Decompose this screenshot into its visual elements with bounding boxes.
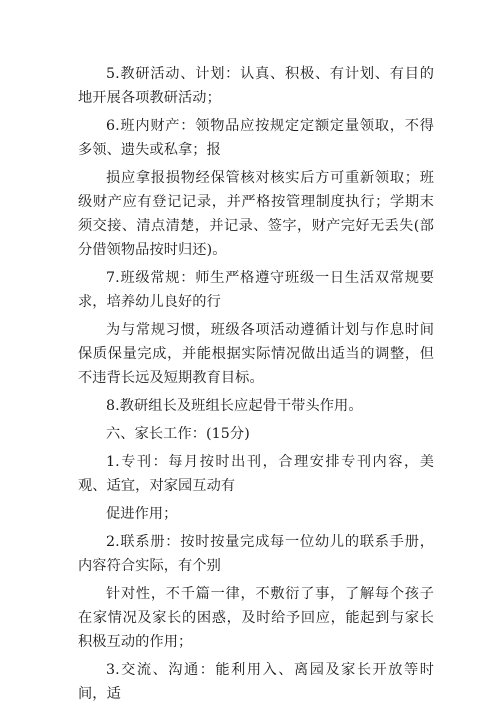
paragraph-class-property: 6.班内财产：领物品应按规定定额定量领取，不得多领、遗失或私拿；报 bbox=[78, 118, 434, 158]
paragraph-special-issue: 1.专刊：每月按时出刊，合理安排专刊内容，美观、适宜，对家园互动有 bbox=[78, 454, 434, 494]
paragraph-class-routine: 7.班级常规：师生严格遵守班级一日生活双常规要求，培养幼儿良好的行 bbox=[78, 270, 434, 310]
paragraph-routine-habits: 为与常规习惯，班级各项活动遵循计划与作息时间保质保量完成，并能根据实际情况做出适当的调整，但不违背长远及短期教育目标。 bbox=[78, 322, 434, 386]
paragraph-contact-book: 2.联系册：按时按量完成每一位幼儿的联系手册，内容符合实际，有个别 bbox=[78, 534, 434, 574]
section-heading-parent-work: 六、家长工作：(15分) bbox=[106, 426, 250, 442]
document-body bbox=[78, 62, 434, 710]
paragraph-teaching-research: 5.教研活动、计划：认真、积极、有计划、有目的地开展各项教研活动； bbox=[78, 66, 434, 106]
paragraph-group-leaders: 8.教研组长及班组长应起骨干带头作用。 bbox=[106, 398, 363, 414]
paragraph-targeted: 针对性，不千篇一律，不敷衍了事，了解每个孩子在家情况及家长的困惑，及时给予回应，能起到与家长积极互动的作用； bbox=[78, 586, 434, 650]
paragraph-communication: 3.交流、沟通：能利用入、离园及家长开放等时间，适 bbox=[78, 662, 434, 702]
paragraph-property-damage: 损应拿报损物经保管核对核实后方可重新领取；班级财产应有登记记录，并严格按管理制度执行；学期末须交接、清点清楚，并记录、签字，财产完好无丢失(部分借领物品按时归还)。 bbox=[78, 170, 434, 258]
paragraph-promote: 促进作用； bbox=[106, 506, 178, 522]
